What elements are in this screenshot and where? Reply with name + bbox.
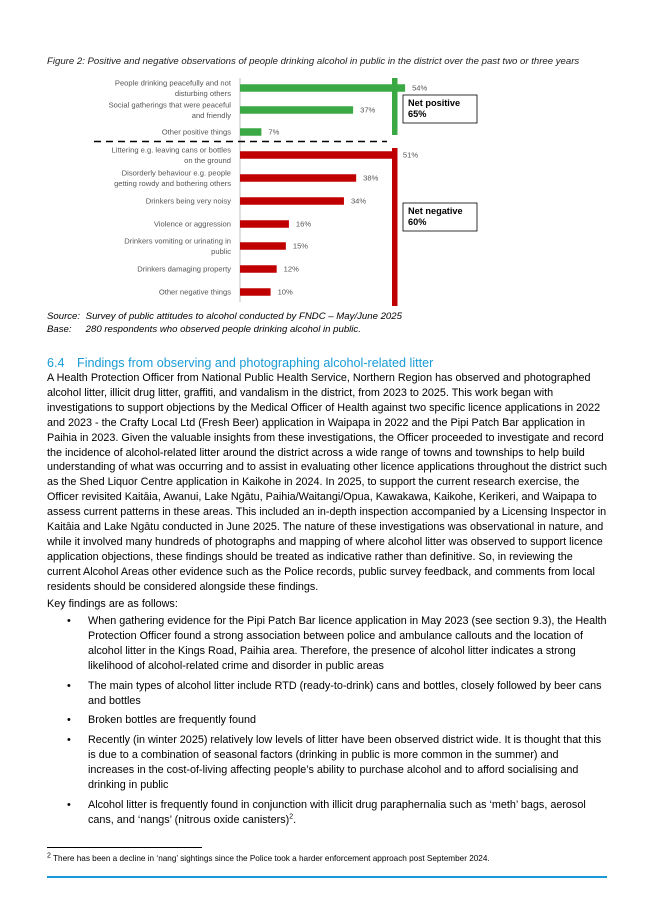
bar-value-label: 54% bbox=[412, 83, 428, 93]
list-item bbox=[47, 614, 607, 674]
figure-source bbox=[47, 311, 402, 336]
bullet-text: Broken bottles are frequently found bbox=[88, 714, 257, 727]
footnote-text: There has been a decline in ‘nang’ sightings since the Police took a harder enforcement approach post September 2024. bbox=[53, 854, 490, 863]
bar-8 bbox=[240, 242, 286, 250]
footnote bbox=[47, 854, 490, 863]
category-label: on the ground bbox=[184, 155, 231, 165]
bar-1 bbox=[240, 84, 405, 92]
source-text: Survey of public attitudes to alcohol conducted by FNDC – May/June 2025 bbox=[85, 311, 402, 322]
bar-value-label: 37% bbox=[360, 105, 376, 115]
category-label: Disorderly behaviour e.g. people bbox=[121, 168, 231, 178]
bullet-text: Alcohol litter is frequently found in conjunction with illicit drug paraphernalia such as ‘meth’ bags, aerosol cans, and ‘nangs’ (nitrous oxide canisters) bbox=[88, 798, 586, 826]
net-positive-label: Net positive bbox=[408, 98, 461, 108]
category-label: Drinkers damaging property bbox=[137, 264, 231, 274]
net-positive-value: 65% bbox=[408, 109, 427, 119]
category-label: and friendly bbox=[191, 110, 231, 120]
base-text: 280 respondents who observed people drinking alcohol in public. bbox=[85, 323, 361, 335]
net-negative-bracket bbox=[392, 148, 398, 306]
bar-value-label: 16% bbox=[295, 219, 312, 229]
bar-value-label: 51% bbox=[402, 150, 419, 160]
base-line bbox=[47, 324, 402, 337]
category-label: People drinking peacefully and not bbox=[114, 78, 231, 88]
paragraph-text: A Health Protection Officer from National Public Health Service, Northern Region has observed and photographed alcohol litter, illicit drug litter, graffiti, and vandalism in the district, from 2023 to 2025. This work began with investigations to support objections by the Medical Officer of Health against two specific licence applications in 2022 and 2023 - the Crafty Local Ltd (Fresh Beer) application in Waipapa in 2022 and the Pipi Patch Bar application in Paihia in 2023. Given the valuable insights from these investigations, the Officer proceeded to investigate and record the incidence of alcohol-related litter around the district across a wide range of towns and townships to help build understanding of what was occurring and to assist in evaluating other licence applications throughout the district such as the Shed Liquor Centre application in Kaikohe in 2024. In 2025, to support the current research exercise, the Officer revisited Kaitāia, Awanui, Lake Ngātu, Paihia/Waitangi/Opua, Kawakawa, Kaikohe, Kerikeri, and Waipapa to assess current patterns in these areas. This included an in-depth inspection accompanied by a Licensing Inspector in Kaitāia and Lake Ngātu conducted in June 2025. The nature of these investigations was observational in nature, and while it involved many hundreds of photographs and mapping of where alcohol litter was observed to support licence application objections, these findings should be treated as indicative rather than definitive. So, in reviewing the current Alcohol Areas other evidence such as the Police records, public survey feedback, and comments from local residents should be considered alongside these findings. bbox=[47, 372, 607, 593]
list-item bbox=[47, 713, 607, 728]
category-label: Other negative things bbox=[158, 287, 231, 297]
list-item bbox=[47, 733, 607, 793]
bullet-text: Recently (in winter 2025) relatively low levels of litter have been observed district wide. It is thought that this is due to a combination of seasonal factors (drinking in public is more common in the summer) and increases in the cost-of-living affecting people’s ability to purchase alcohol and to afford socialising and drinking in public bbox=[88, 734, 602, 792]
bar-value-label: 38% bbox=[363, 173, 379, 183]
bar-value-label: 12% bbox=[283, 264, 299, 274]
key-findings-list bbox=[47, 614, 607, 833]
category-label: Drinkers being very noisy bbox=[145, 196, 231, 206]
category-label: getting rowdy and bothering others bbox=[114, 178, 231, 188]
key-findings-intro: Key findings are as follows: bbox=[47, 598, 178, 610]
bar-6 bbox=[240, 197, 344, 205]
list-item bbox=[47, 679, 607, 709]
category-label: public bbox=[211, 246, 231, 256]
footnote-reference[interactable]: 2 bbox=[289, 813, 294, 821]
figure-caption: Figure 2: Positive and negative observations of people drinking alcohol in public in the district over the past two or three years bbox=[47, 56, 580, 67]
bullet-icon: • bbox=[67, 679, 71, 692]
bar-2 bbox=[240, 106, 353, 114]
bar-4 bbox=[240, 151, 396, 159]
bar-value-label: 7% bbox=[268, 127, 280, 137]
footnote-number: 2 bbox=[47, 852, 51, 860]
bullet-text: When gathering evidence for the Pipi Patch Bar licence application in May 2023 (see section 9.3), the Health Protection Officer found a strong association between police and ambulance callouts and the location of alcohol litter in the Kings Road, Paihia area. Therefore, the presence of alcohol litter indicates a strong likelihood of alcohol-related crime and disorder in public areas bbox=[88, 615, 607, 672]
section-heading bbox=[47, 356, 433, 370]
category-label: Social gatherings that were peaceful bbox=[108, 100, 231, 110]
section-title: Findings from observing and photographing alcohol-related litter bbox=[77, 356, 434, 370]
net-negative-label: Net negative bbox=[408, 206, 463, 216]
category-label: disturbing others bbox=[174, 88, 231, 98]
bullet-icon: • bbox=[67, 714, 71, 727]
category-label: Littering e.g. leaving cans or bottles bbox=[111, 145, 231, 155]
bar-value-label: 15% bbox=[292, 241, 309, 251]
category-label: Drinkers vomiting or urinating in bbox=[124, 236, 231, 246]
source-label: Source: bbox=[47, 311, 81, 322]
section-number: 6.4 bbox=[47, 356, 65, 370]
page-footer-rule bbox=[47, 876, 607, 878]
bar-5 bbox=[240, 174, 356, 182]
net-negative-value: 60% bbox=[408, 217, 427, 227]
category-label: Other positive things bbox=[161, 127, 231, 137]
bar-3 bbox=[240, 128, 261, 136]
bar-value-label: 10% bbox=[277, 287, 293, 297]
bar-value-label: 34% bbox=[350, 196, 367, 206]
bar-9 bbox=[240, 265, 277, 273]
bullet-text: The main types of alcohol litter include RTD (ready-to-drink) cans and bottles, closely followed by beer cans and bottles bbox=[88, 679, 602, 707]
observations-bar-chart bbox=[47, 74, 487, 306]
bullet-icon: • bbox=[67, 734, 71, 747]
list-item: • Alcohol litter is frequently found in conjunction with illicit drug paraphernalia such as ‘meth’ bags, aerosol cans, and ‘nangs’ (nitrous oxide canisters)$^2$. bbox=[67, 798, 586, 826]
net-positive-bracket bbox=[392, 78, 398, 135]
bullet-icon: • bbox=[67, 615, 71, 627]
source-line bbox=[47, 311, 402, 324]
category-label: Violence or aggression bbox=[153, 219, 231, 229]
bar-10 bbox=[240, 288, 271, 296]
base-label: Base: bbox=[47, 323, 72, 335]
footnote-divider bbox=[47, 847, 202, 848]
bullet-icon: • bbox=[67, 798, 71, 811]
bar-7 bbox=[240, 220, 289, 228]
body-paragraph bbox=[47, 371, 607, 595]
